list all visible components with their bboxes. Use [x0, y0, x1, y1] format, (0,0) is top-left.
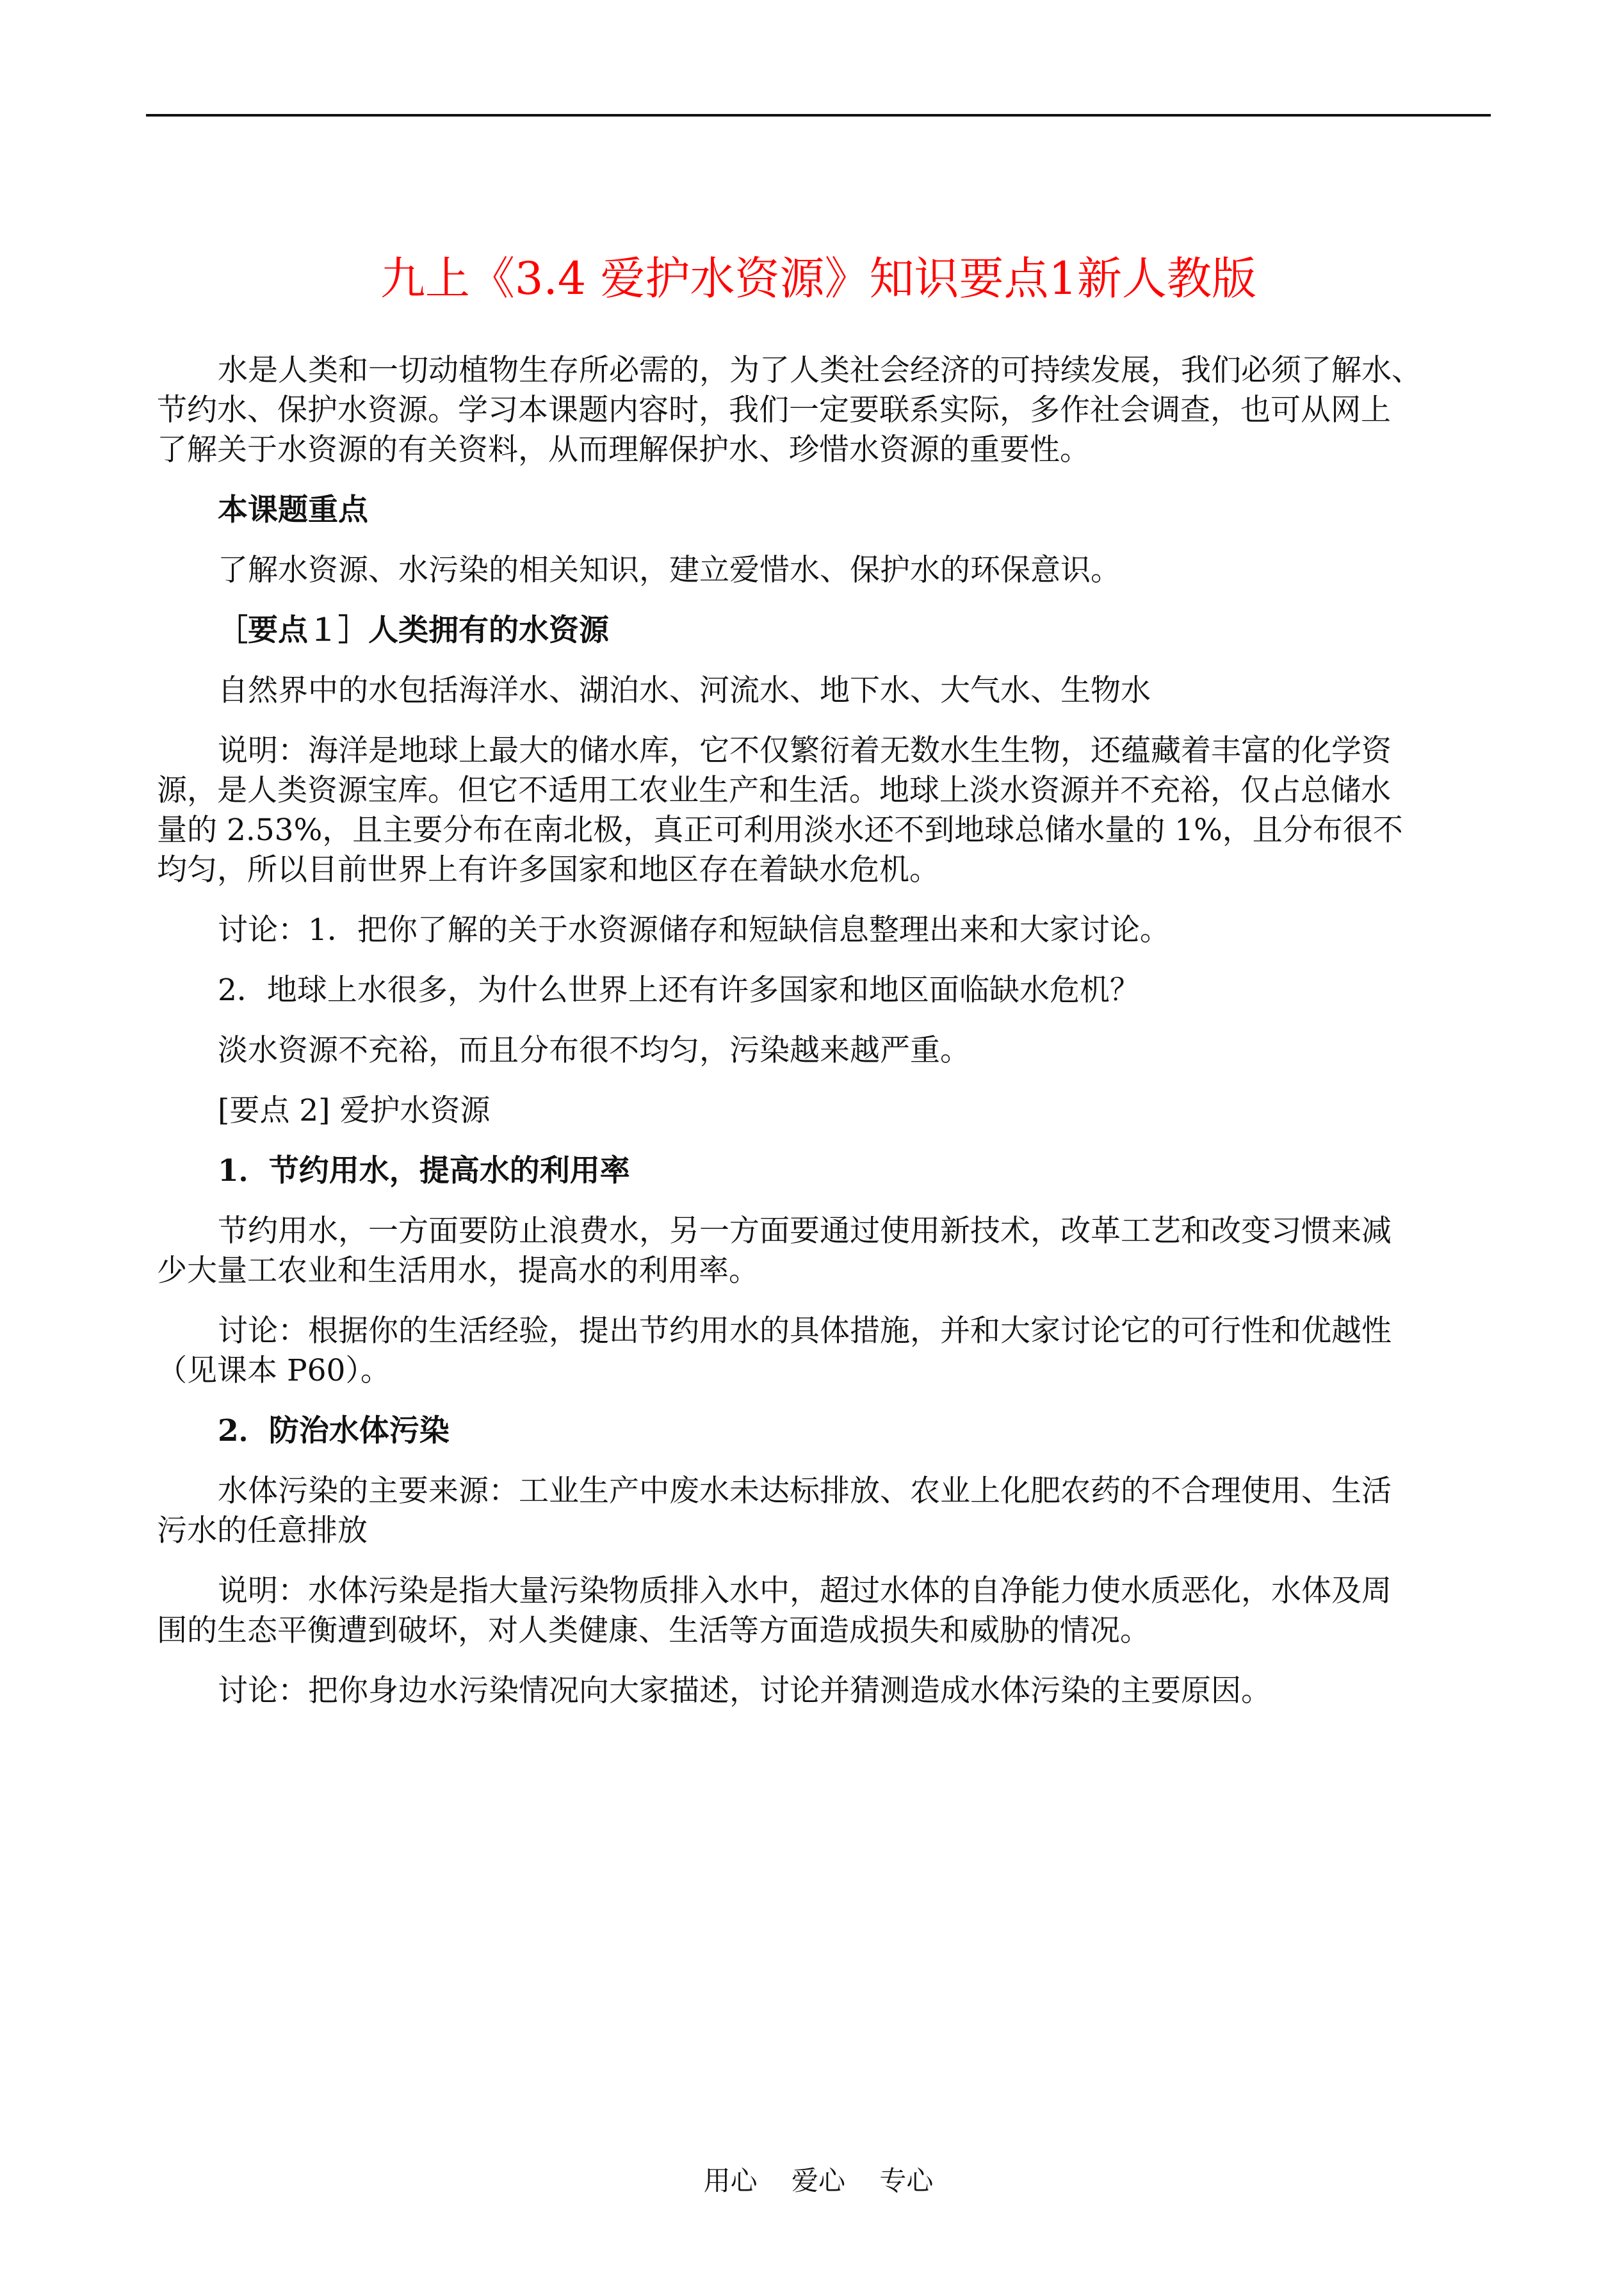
text-line: 了解关于水资源的有关资料，从而理解保护水、珍惜水资源的重要性。	[157, 432, 1090, 467]
text-line: 淡水资源不充裕，而且分布很不均匀，污染越来越严重。	[218, 1033, 970, 1068]
text-line: 均匀，所以目前世界上有许多国家和地区存在着缺水危机。	[157, 852, 939, 888]
text-line: 水是人类和一切动植物生存所必需的，为了人类社会经济的可持续发展，我们必须了解水、	[218, 353, 1422, 388]
section-heading: 本课题重点	[218, 492, 368, 528]
paragraph-key-points	[157, 551, 1495, 590]
section-heading: 2．防治水体污染	[218, 1413, 450, 1448]
text-line: 水体污染的主要来源：工业生产中废水未达标排放、农业上化肥农药的不合理使用、生活	[218, 1473, 1392, 1509]
text-line: （见课本 P60）。	[157, 1353, 391, 1388]
paragraph-answer	[157, 1031, 1495, 1071]
paragraph-pollution-sources	[157, 1472, 1495, 1551]
paragraph-ocean-note	[157, 731, 1495, 890]
paragraph-save-water-discussion	[157, 1311, 1495, 1391]
heading-pollution	[157, 1411, 1495, 1451]
paragraph-pollution-note	[157, 1571, 1495, 1651]
document-body	[157, 351, 1495, 1711]
text-line: 讨论：把你身边水污染情况向大家描述，讨论并猜测造成水体污染的主要原因。	[218, 1673, 1271, 1708]
text-line: 少大量工农业和生活用水，提高水的利用率。	[157, 1253, 759, 1288]
paragraph-water-types	[157, 671, 1495, 711]
text-line: 2．地球上水很多，为什么世界上还有许多国家和地区面临缺水危机？	[218, 973, 1140, 1008]
page-footer: 用心 爱心 专心	[703, 2165, 934, 2196]
heading-point-2	[157, 1091, 1495, 1131]
text-line: 说明：海洋是地球上最大的储水库，它不仅繁衍着无数水生生物，还蕴藏着丰富的化学资	[218, 733, 1392, 768]
section-heading: ［要点１］人类拥有的水资源	[218, 613, 609, 648]
document-title: 九上《3.4 爱护水资源》知识要点1新人教版	[380, 252, 1257, 305]
paragraph-save-water	[157, 1212, 1495, 1291]
text-line: 节约用水，一方面要防止浪费水，另一方面要通过使用新技术，改革工艺和改变习惯来减	[218, 1213, 1392, 1249]
paragraph-pollution-discussion	[157, 1671, 1495, 1711]
heading-save-water	[157, 1151, 1495, 1191]
paragraph-discussion-1	[157, 911, 1495, 950]
text-line: 节约水、保护水资源。学习本课题内容时，我们一定要联系实际，多作社会调查，也可从网上	[157, 393, 1391, 428]
text-line: 讨论：1．把你了解的关于水资源储存和短缺信息整理出来和大家讨论。	[218, 912, 1170, 948]
heading-key-points	[157, 491, 1495, 530]
paragraph-intro	[157, 351, 1495, 470]
text-line: 源，是人类资源宝库。但它不适用工农业生产和生活。地球上淡水资源并不充裕，仅占总储水	[157, 773, 1391, 808]
text-line: 说明：水体污染是指大量污染物质排入水中，超过水体的自净能力使水质恶化，水体及周	[218, 1573, 1392, 1609]
text-line: 自然界中的水包括海洋水、湖泊水、河流水、地下水、大气水、生物水	[218, 673, 1151, 708]
text-line: 了解水资源、水污染的相关知识，建立爱惜水、保护水的环保意识。	[218, 553, 1121, 588]
text-line: 量的 2.53%，且主要分布在南北极，真正可利用淡水还不到地球总储水量的 1%，且分布很不	[157, 813, 1403, 848]
heading-point-1	[157, 611, 1495, 651]
paragraph-discussion-2	[157, 971, 1495, 1010]
text-line: 污水的任意排放	[157, 1513, 368, 1548]
header-rule	[146, 114, 1491, 117]
section-heading: 1．节约用水，提高水的利用率	[218, 1153, 630, 1188]
text-line: 围的生态平衡遭到破坏，对人类健康、生活等方面造成损失和威胁的情况。	[157, 1613, 1150, 1648]
text-line: 讨论：根据你的生活经验，提出节约用水的具体措施，并和大家讨论它的可行性和优越性	[218, 1313, 1392, 1349]
section-heading: [要点 2] 爱护水资源	[218, 1093, 491, 1128]
